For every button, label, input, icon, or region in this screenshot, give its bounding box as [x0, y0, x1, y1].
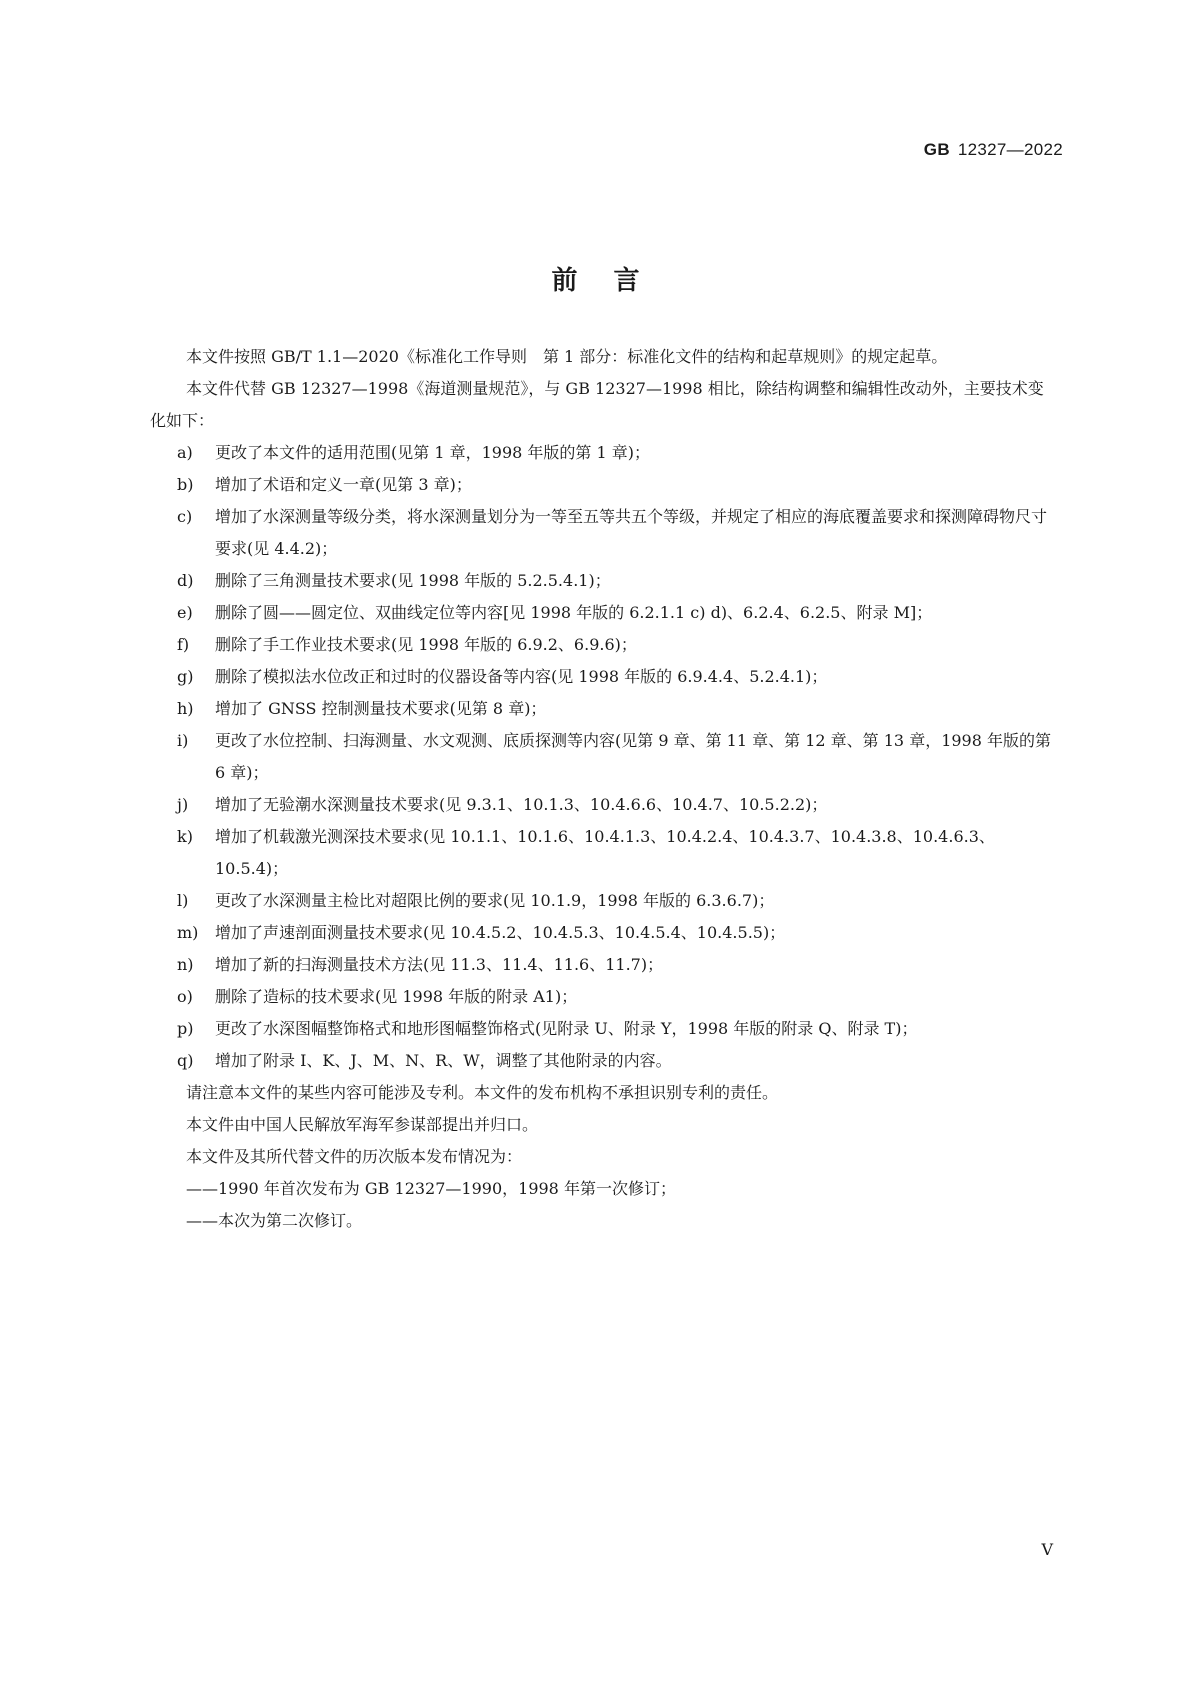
list-item-text: 删除了三角测量技术要求(见 1998 年版的 5.2.5.4.1)； [215, 571, 611, 590]
list-item-text: 删除了模拟法水位改正和过时的仪器设备等内容(见 1998 年版的 6.9.4.4、5.2.4.1)； [215, 667, 828, 686]
list-item-text: 增加了水深测量等级分类，将水深测量划分为一等至五等共五个等级，并规定了相应的海底覆盖要求和探测障碍物尺寸要求(见 4.4.2)； [215, 507, 1048, 558]
list-item-text: 更改了水深图幅整饰格式和地形图幅整饰格式(见附录 U、附录 Y，1998 年版的附录 Q、附录 T)； [215, 1019, 918, 1038]
list-item [150, 501, 1058, 565]
list-item-label: h) [177, 699, 194, 718]
standard-number: 12327—2022 [957, 140, 1063, 159]
list-item [150, 789, 1058, 821]
history-item: ——1990 年首次发布为 GB 12327—1990，1998 年第一次修订； [186, 1179, 676, 1198]
list-item-label: n) [177, 955, 194, 974]
list-item-label: k) [177, 827, 193, 846]
changes-list [150, 437, 1058, 1077]
standard-prefix: GB [923, 140, 950, 159]
list-item-label: p) [177, 1019, 194, 1038]
list-item [150, 1045, 1058, 1077]
list-item-text: 增加了新的扫海测量技术方法(见 11.3、11.4、11.6、11.7)； [215, 955, 664, 974]
list-item [150, 565, 1058, 597]
proposer-statement: 本文件由中国人民解放军海军参谋部提出并归口。 [186, 1115, 539, 1134]
list-item-label: l) [177, 891, 189, 910]
list-item-text: 增加了术语和定义一章(见第 3 章)； [215, 475, 472, 494]
list-item-text: 增加了附录 I、K、J、M、N、R、W，调整了其他附录的内容。 [215, 1051, 672, 1070]
list-item [150, 885, 1058, 917]
list-item-label: b) [177, 475, 194, 494]
list-item-label: e) [177, 603, 193, 622]
list-item-text: 增加了声速剖面测量技术要求(见 10.4.5.2、10.4.5.3、10.4.5.4、10.4.5.5)； [215, 923, 786, 942]
list-item-text: 删除了造标的技术要求(见 1998 年版的附录 A1)； [215, 987, 578, 1006]
list-item-label: i) [177, 731, 189, 750]
foreword-body [150, 341, 1058, 1237]
list-item-text: 更改了水位控制、扫海测量、水文观测、底质探测等内容(见第 9 章、第 11 章、第 12 章、第 13 章，1998 年版的第 6 章)； [215, 731, 1051, 782]
list-item [150, 917, 1058, 949]
list-item [150, 661, 1058, 693]
list-item-text: 删除了手工作业技术要求(见 1998 年版的 6.9.2、6.9.6)； [215, 635, 637, 654]
list-item [150, 597, 1058, 629]
history-item: ——本次为第二次修订。 [186, 1211, 363, 1230]
list-item-label: o) [177, 987, 193, 1006]
list-item-label: f) [177, 635, 190, 654]
list-item-label: a) [177, 443, 193, 462]
paragraph-replacement: 本文件代替 GB 12327—1998《海道测量规范》，与 GB 12327—1998 相比，除结构调整和编辑性改动外，主要技术变化如下： [150, 379, 1044, 430]
list-item-text: 更改了水深测量主检比对超限比例的要求(见 10.1.9，1998 年版的 6.3.6.7)； [215, 891, 775, 910]
list-item-label: m) [177, 923, 199, 942]
list-item [150, 629, 1058, 661]
page-title: 前言 [551, 266, 676, 297]
list-item [150, 469, 1058, 501]
list-item-text: 删除了圆——圆定位、双曲线定位等内容[见 1998 年版的 6.2.1.1 c) d)、6.2.4、6.2.5、附录 M]； [215, 603, 933, 622]
history-intro: 本文件及其所代替文件的历次版本发布情况为： [186, 1147, 523, 1166]
list-item-label: j) [177, 795, 189, 814]
paragraph-drafting-rules: 本文件按照 GB/T 1.1—2020《标准化工作导则 第 1 部分：标准化文件的结构和起草规则》的规定起草。 [186, 347, 948, 366]
list-item-text: 更改了本文件的适用范围(见第 1 章，1998 年版的第 1 章)； [215, 443, 650, 462]
list-item [150, 949, 1058, 981]
list-item [150, 981, 1058, 1013]
page-number: V [1041, 1540, 1053, 1559]
list-item-text: 增加了无验潮水深测量技术要求(见 9.3.1、10.1.3、10.4.6.6、10.4.7、10.5.2.2)； [215, 795, 828, 814]
list-item [150, 821, 1058, 885]
list-item [150, 1013, 1058, 1045]
standard-code [924, 140, 1063, 160]
list-item-label: c) [177, 507, 193, 526]
patent-notice: 请注意本文件的某些内容可能涉及专利。本文件的发布机构不承担识别专利的责任。 [186, 1083, 779, 1102]
list-item-text: 增加了机载激光测深技术要求(见 10.1.1、10.1.6、10.4.1.3、10.4.2.4、10.4.3.7、10.4.3.8、10.4.6.3、10.5.4)； [215, 827, 995, 878]
list-item-text: 增加了 GNSS 控制测量技术要求(见第 8 章)； [215, 699, 547, 718]
list-item-label: g) [177, 667, 194, 686]
list-item [150, 725, 1058, 789]
list-item [150, 437, 1058, 469]
list-item [150, 693, 1058, 725]
list-item-label: d) [177, 571, 194, 590]
list-item-label: q) [177, 1051, 194, 1070]
